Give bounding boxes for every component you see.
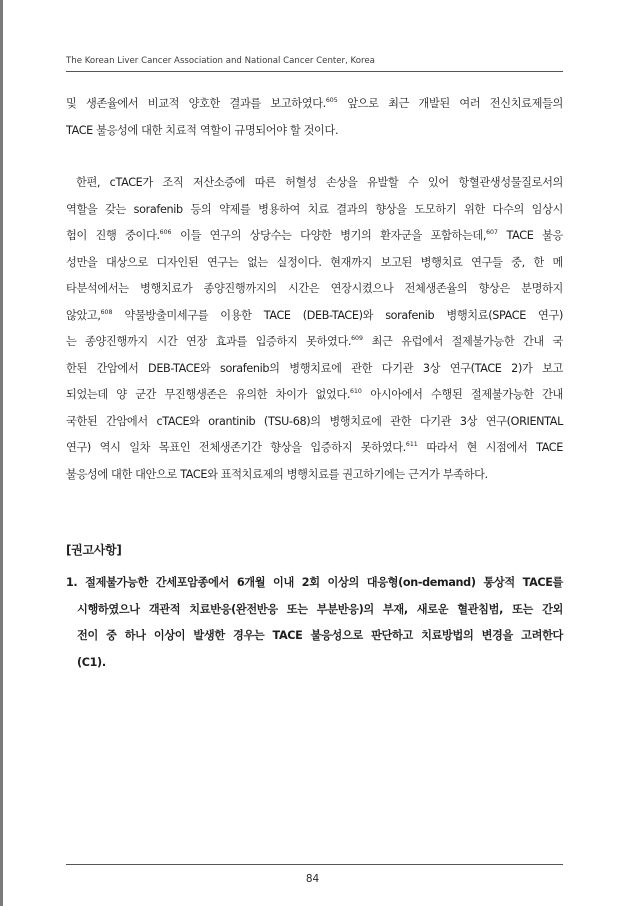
text-run: 성만을 대상으로 디자인된 연구는 없는 실정이다. 현재까지 보고된 병행치료 연구들 중, 한 메 <box>66 255 563 269</box>
paragraph-line <box>66 276 563 303</box>
citation-ref[interactable]: 611 <box>405 441 418 448</box>
recommendation-line: 1. 절제불가능한 간세포암종에서 6개월 이내 2회 이상의 대응형(on-demand) 통상적 TACE를 <box>66 576 563 589</box>
paragraph-line <box>66 462 563 489</box>
text-run: 약물방출미세구를 이용한 TACE (DEB-TACE)와 sorafenib 병행치료(SPACE 연구) <box>112 308 563 322</box>
citation-ref[interactable]: 607 <box>486 229 498 236</box>
text-run: 앞으로 최근 개발된 여러 전신치료제들의 <box>337 97 563 110</box>
text-run: TACE 불응성에 대한 치료적 역할이 규명되어야 할 것이다. <box>66 123 339 137</box>
recommendation-line: (C1). <box>77 655 106 669</box>
citation-ref[interactable]: 606 <box>159 229 172 236</box>
text-run: 국한된 간암에서 cTACE와 orantinib (TSU-68)의 병행치료에 관한 다기관 3상 연구(ORIENTAL <box>66 414 563 428</box>
recommendations-heading: [권고사항] <box>66 543 122 557</box>
paragraph-line <box>66 303 563 330</box>
text-run: 험이 진행 중이다. <box>66 229 160 242</box>
paragraph-line <box>66 356 563 383</box>
citation-ref[interactable]: 608 <box>100 308 113 316</box>
text-run: 한편, cTACE가 조직 저산소증에 따른 허혈성 손상을 유발할 수 있어 항혈관생성물질로서의 <box>76 176 563 189</box>
text-run: 따라서 현 시점에서 TACE <box>417 441 563 454</box>
text-run: 연구) 역시 일차 목표인 전체생존기간 향상을 입증하지 못하였다. <box>66 441 406 454</box>
paragraph-line <box>66 223 563 250</box>
page-number: 84 <box>305 873 320 885</box>
paragraph-line <box>66 91 563 118</box>
paragraph-line <box>66 197 563 224</box>
text-run: 최근 유럽에서 절제불가능한 간내 국 <box>362 335 563 348</box>
header-divider <box>66 71 563 72</box>
footer-divider <box>66 864 563 865</box>
text-run: 불응성에 대한 대안으로 TACE와 표적치료제의 병행치료를 권고하기에는 근거가 부족하다. <box>66 467 488 481</box>
paragraph-line <box>66 250 563 277</box>
paragraph-2 <box>66 170 563 488</box>
text-run: 및 생존율에서 비교적 양호한 결과를 보고하였다. <box>66 97 326 110</box>
text-run: 않았고, <box>66 308 101 322</box>
paragraph-line <box>66 118 563 145</box>
recommendation-line: 시행하였으나 객관적 치료반응(완전반응 또는 부분반응)의 부재, 새로운 혈관침범, 또는 간외 <box>77 602 563 616</box>
page-left-edge <box>0 0 3 906</box>
running-header: The Korean Liver Cancer Association and National Cancer Center, Korea <box>66 56 375 66</box>
paragraph-line <box>66 170 563 197</box>
citation-ref[interactable]: 605 <box>325 97 338 104</box>
text-run: 역할을 갖는 sorafenib 등의 약제를 병용하여 치료 결과의 향상을 도모하기 위한 다수의 임상시 <box>66 202 563 216</box>
text-run: 타분석에서는 병행치료가 종양진행까지의 시간은 연장시켰으나 전체생존율의 향상은 분명하지 <box>66 282 563 295</box>
text-run: TACE 불응 <box>497 229 563 242</box>
paragraph-line <box>66 409 563 436</box>
paragraph-1 <box>66 91 563 144</box>
text-run: 이들 연구의 상당수는 다양한 병기의 환자군을 포함하는데, <box>171 229 487 242</box>
text-run: 되었는데 양 군간 무진행생존은 유의한 차이가 없었다. <box>66 388 351 401</box>
text-run: 한된 간암에서 DEB-TACE와 sorafenib의 병행치료에 관한 다기관 3상 연구(TACE 2)가 보고 <box>66 361 563 375</box>
text-run: 아시아에서 수행된 절제불가능한 간내 <box>361 388 563 401</box>
paragraph-line <box>66 435 563 462</box>
citation-ref[interactable]: 609 <box>351 335 363 342</box>
citation-ref[interactable]: 610 <box>350 388 362 395</box>
paragraph-line <box>66 329 563 356</box>
paragraph-line <box>66 382 563 409</box>
recommendation-line: 전이 중 하나 이상이 발생한 경우는 TACE 불응성으로 판단하고 치료방법의 변경을 고려한다 <box>77 629 563 642</box>
recommendation-item <box>66 570 563 676</box>
text-run: 는 종양진행까지 시간 연장 효과를 입증하지 못하였다. <box>66 335 352 348</box>
